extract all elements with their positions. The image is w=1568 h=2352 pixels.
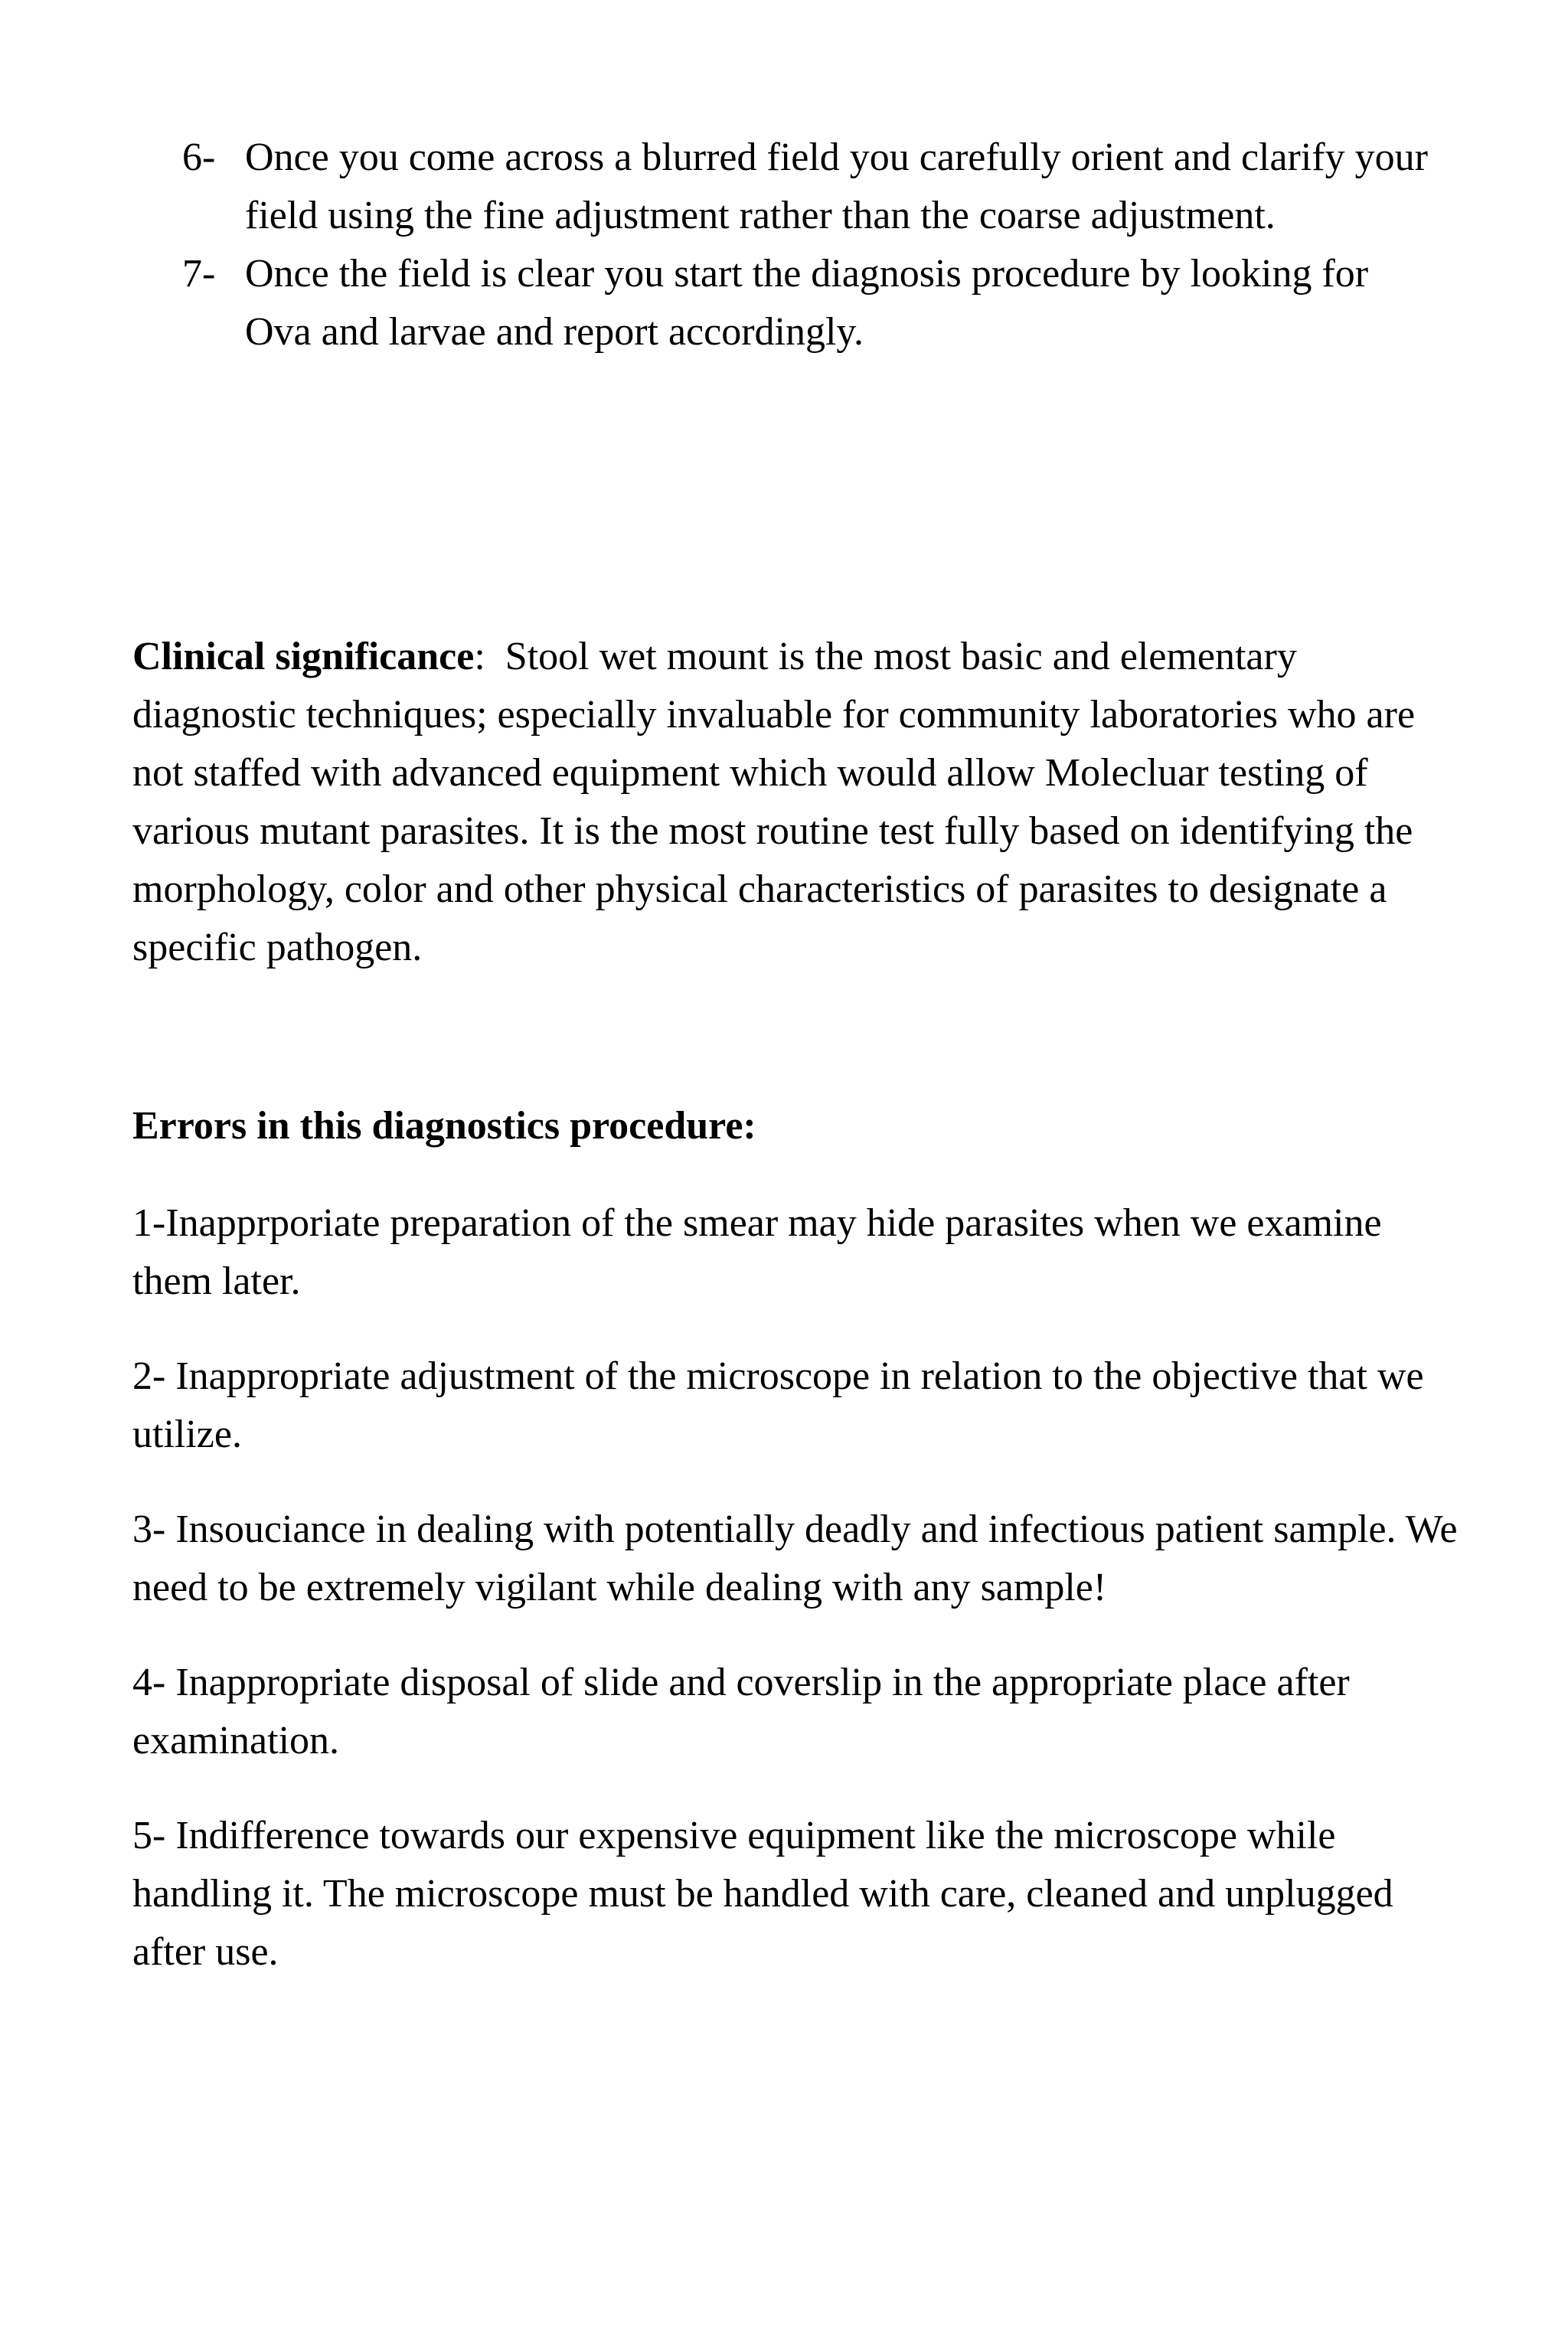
- clinical-significance-separator: :: [474, 635, 485, 678]
- clinical-significance-paragraph: [132, 628, 1449, 977]
- clinical-significance-label: Clinical significance: [132, 635, 475, 678]
- step-number: 7-: [182, 252, 216, 296]
- error-item-5: 5- Indifference towards our expensive equipment like the microscope while handling it. The microscope must be handled with care, cleaned and unplugged after use.: [132, 1814, 1393, 1974]
- error-item-4: 4- Inappropriate disposal of slide and coverslip in the appropriate place after examination.: [132, 1661, 1350, 1762]
- errors-heading: Errors in this diagnostics procedure:: [132, 1104, 756, 1148]
- clinical-significance-text: Stool wet mount is the most basic and elementary diagnostic techniques; especially invaluable for community laboratories who are not staffed with advanced equipment which would allow Molecluar testing of various mutant parasites. It is the most routine test fully based on identifying the morphology, color and other physical characteristics of parasites to designate a specific pathogen.: [132, 635, 1416, 969]
- error-item-1: 1-Inapprporiate preparation of the smear may hide parasites when we examine them later.: [132, 1201, 1382, 1303]
- step-text: Once you come across a blurred field you carefully orient and clarify your field using the fine adjustment rather than the coarse adjustment.: [245, 136, 1428, 237]
- procedure-step-7: [182, 245, 1438, 361]
- step-number: 6-: [182, 136, 216, 179]
- procedure-steps-list: [182, 129, 1438, 361]
- step-text: Once the field is clear you start the diagnosis procedure by looking for Ova and larvae and report accordingly.: [245, 252, 1369, 354]
- error-item-2: 2- Inappropriate adjustment of the microscope in relation to the objective that we utilize.: [132, 1354, 1424, 1456]
- error-item-3: 3- Insouciance in dealing with potentially deadly and infectious patient sample. We need to be extremely vigilant while dealing with any sample!: [132, 1508, 1458, 1609]
- procedure-step-6: [182, 129, 1438, 245]
- errors-list: [132, 1194, 1465, 2018]
